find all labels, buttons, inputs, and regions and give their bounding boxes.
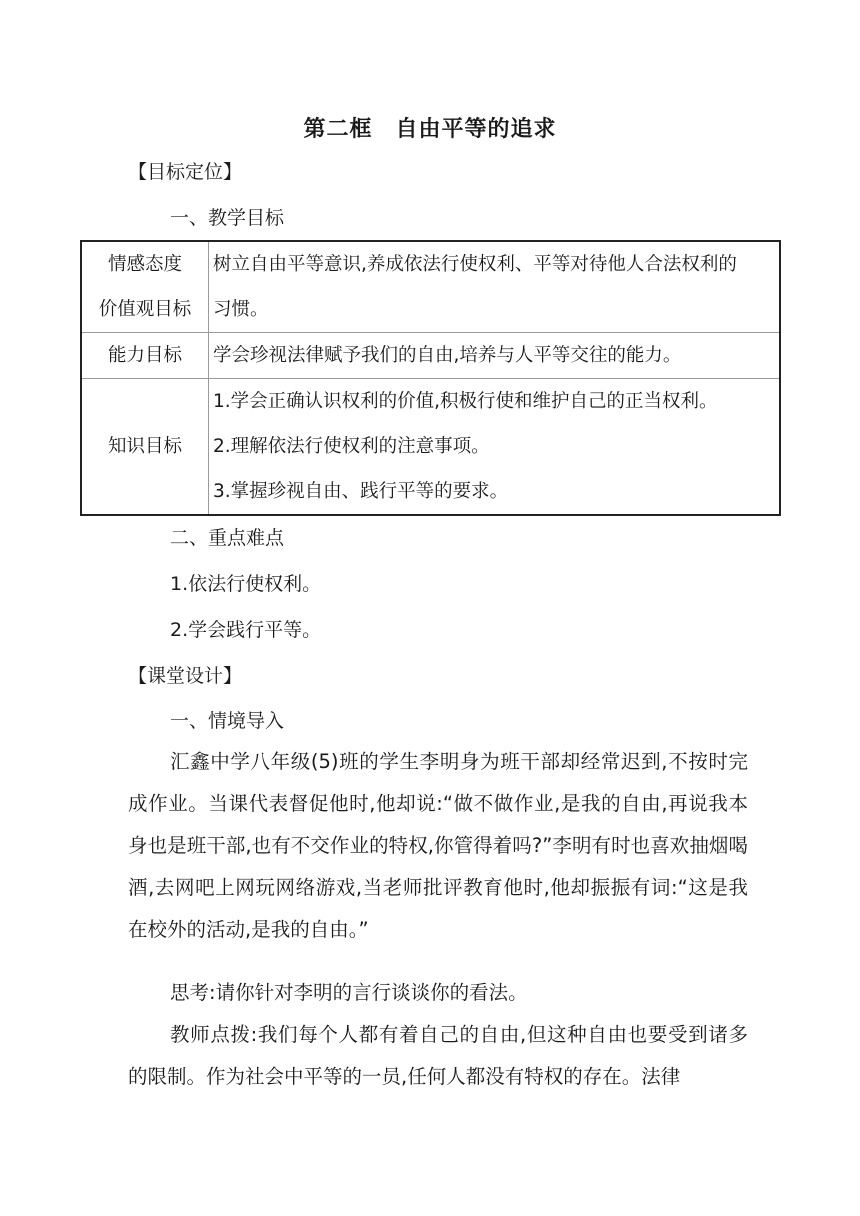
key-point-item: 2.学会践行平等。 (170, 619, 322, 641)
goals-table (80, 240, 781, 516)
story-paragraph: 汇鑫中学八年级(5)班的学生李明身为班干部却经常迟到,不按时完成作业。当课代表督促他时,他却说:“做不做作业,是我的自由,再说我本身也是班干部,也有不交作业的特权,你管得着吗?”李明有时也喜欢抽烟喝酒,去网吧上网玩网络游戏,当老师批评教育他时,他却振振有词:“这是我在校外的活动,是我的自由。” (128, 750, 748, 941)
table-cell-content (209, 333, 781, 379)
table-row (81, 379, 780, 516)
table-cell-content (209, 241, 781, 333)
table-cell-label (81, 333, 209, 379)
content-line: 3.掌握珍视自由、践行平等的要求。 (213, 481, 509, 502)
label-line: 知识目标 (107, 436, 182, 457)
table-cell-label (81, 241, 209, 333)
table-row (81, 333, 780, 379)
table-cell-content (209, 379, 781, 516)
content-line: 1.学会正确认识权利的价值,积极行使和维护自己的正当权利。 (213, 391, 718, 412)
content-line: 2.理解依法行使权利的注意事项。 (213, 436, 490, 457)
section-heading-class: 【课堂设计】 (128, 665, 243, 687)
label-line: 情感态度 (107, 254, 182, 275)
table-cell-label (81, 379, 209, 516)
label-line: 价值观目标 (98, 299, 192, 320)
page-title: 第二框 自由平等的追求 (303, 117, 557, 142)
content-line: 树立自由平等意识,养成依法行使权利、平等对待他人合法权利的 (213, 254, 737, 275)
think-paragraph: 思考:请你针对李明的言行谈谈你的看法。 (170, 981, 528, 1004)
content-line: 习惯。 (213, 299, 269, 320)
teacher-paragraph: 教师点拨:我们每个人都有着自己的自由,但这种自由也要受到诸多的限制。作为社会中平等的一员,任何人都没有特权的存在。法律 (128, 1023, 748, 1088)
content-line: 学会珍视法律赋予我们的自由,培养与人平等交往的能力。 (213, 345, 682, 366)
key-points-heading: 二、重点难点 (170, 527, 285, 549)
label-line: 能力目标 (107, 345, 182, 366)
intro-heading: 一、情境导入 (170, 710, 285, 732)
teaching-goals-heading: 一、教学目标 (170, 207, 285, 229)
key-point-item: 1.依法行使权利。 (170, 573, 322, 595)
table-row (81, 241, 780, 333)
section-heading-target: 【目标定位】 (128, 161, 243, 183)
